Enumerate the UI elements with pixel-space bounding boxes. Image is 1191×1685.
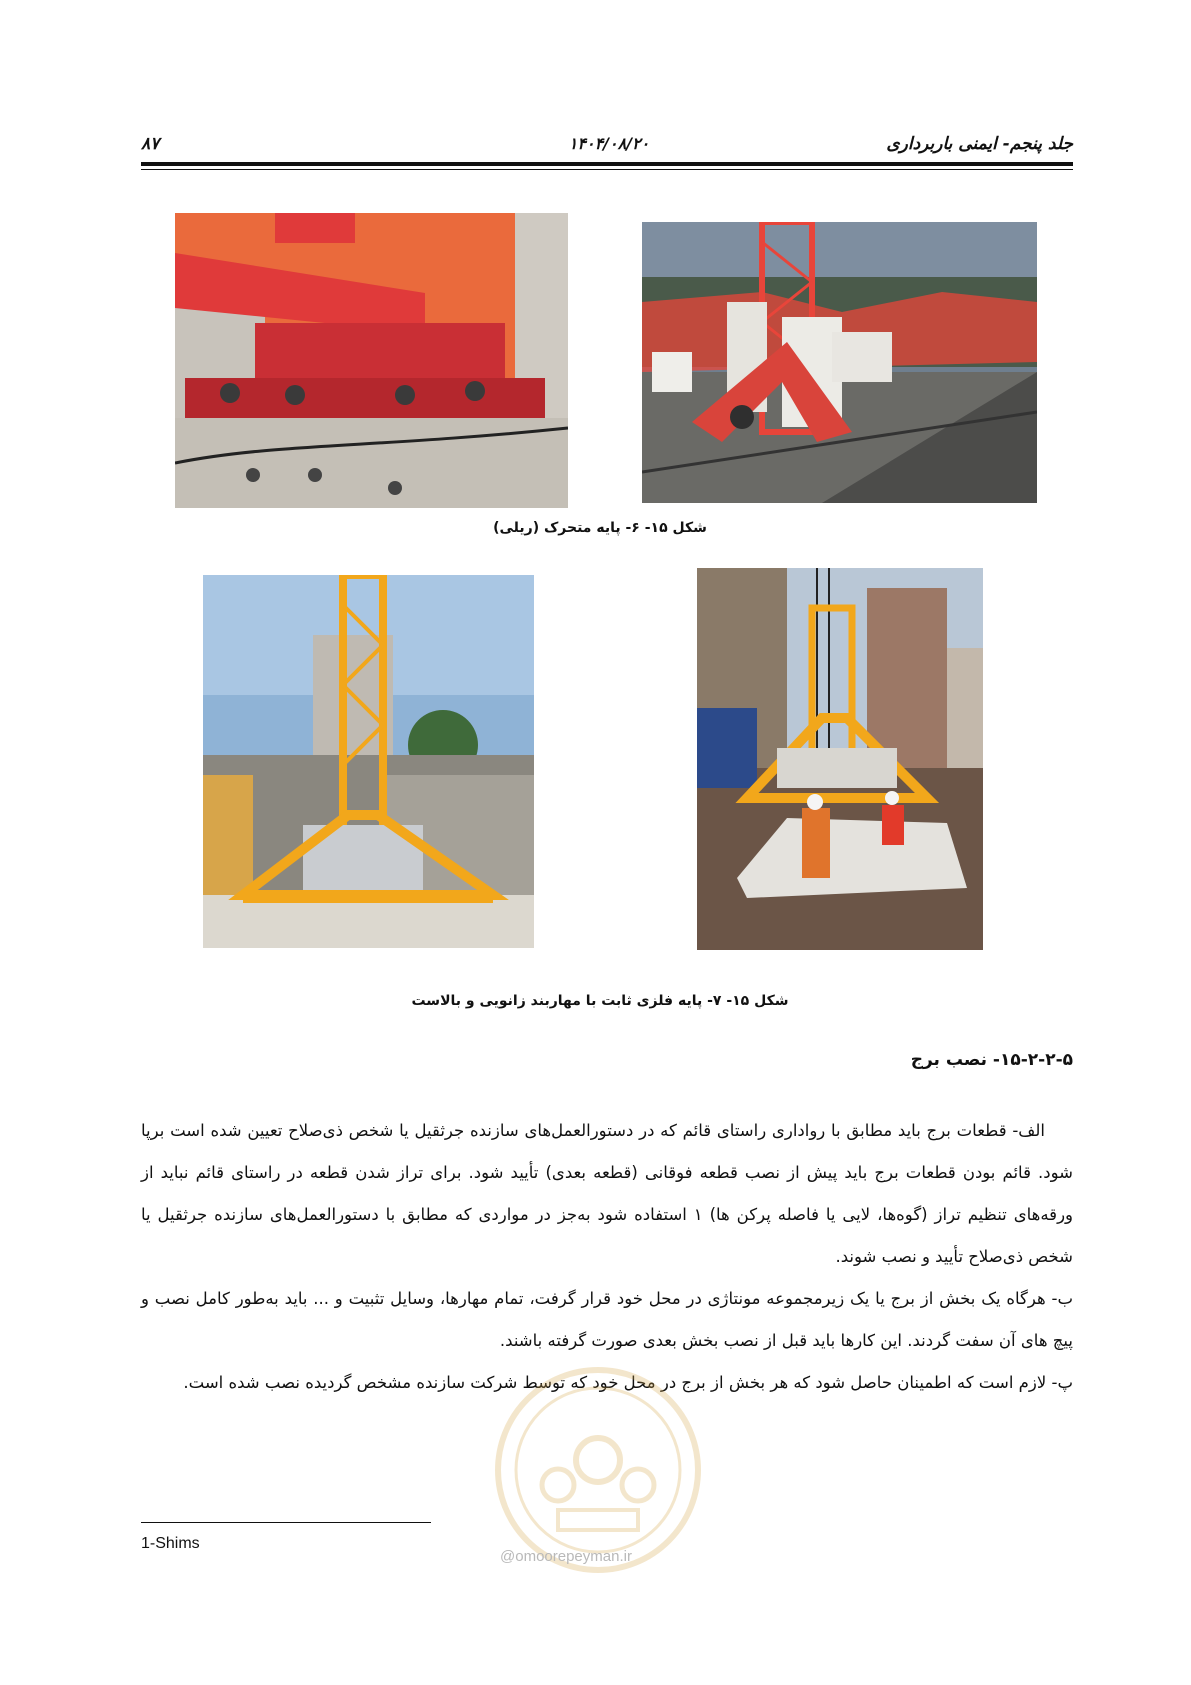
page-number: ۸۷	[141, 134, 160, 154]
header-date: ۱۴۰۴/۰۸/۲۰	[568, 134, 650, 153]
figure-6-caption: شکل ۱۵- ۶- پایه متحرک (ریلی)	[493, 520, 707, 536]
paragraph-pe: پ- لازم است که اطمینان حاصل شود که هر بخش از برج در محل خود که توسط شرکت سازنده مشخص گردیده نصب شده است.	[183, 1373, 1073, 1392]
footnote: 1-Shims	[141, 1535, 200, 1552]
page-header	[141, 130, 1073, 160]
photo-rail-base-closeup	[175, 213, 568, 508]
header-title: جلد پنجم- ایمنی باربرداری	[886, 134, 1073, 154]
watermark-seal-icon	[488, 1360, 708, 1580]
photo-rail-base-wide	[642, 222, 1037, 503]
header-rule-thick	[141, 162, 1073, 166]
figure-7-caption: شکل ۱۵- ۷- پایه فلزی ثابت با مهاربند زانویی و بالاست	[411, 993, 789, 1009]
paragraph-be: ب- هرگاه یک بخش از برج یا یک زیرمجموعه مونتاژی در محل خود قرار گرفت، تمام مهارها، وسایل تثبیت و ... باید به‌طور کامل نصب و پیچ های آن سفت گردند. این کارها باید قبل از نصب بخش بعدی صورت گرفته باشند.	[141, 1289, 1073, 1350]
photo-ballast-workers	[697, 568, 983, 950]
section-heading: ۱۵-۲-۲-۵- نصب برج	[910, 1050, 1073, 1070]
paragraph-alef: الف- قطعات برج باید مطابق با رواداری راستای قائم که در دستورالعمل‌های سازنده جرثقیل یا شخص ذی‌صلاح تعیین شده است برپا شود. قائم بودن قطعات برج باید پیش از نصب قطعه فوقانی (قطعه بعدی) تأیید شود. برای تراز شدن قطعه در راستای قائم نباید از ورقه‌های تنظیم تراز (گوه‌ها، لایی یا فاصله پرکن ها) ۱ استفاده شود به‌جز در مواردی که مطابق با دستورالعمل‌های سازنده جرثقیل یا شخص ذی‌صلاح تأیید و نصب شوند.	[141, 1121, 1074, 1266]
watermark-text: @omoorepeyman.ir	[500, 1548, 632, 1565]
header-rule-thin	[141, 169, 1073, 170]
footnote-rule	[141, 1522, 431, 1523]
photo-fixed-base-ballast	[203, 575, 534, 948]
